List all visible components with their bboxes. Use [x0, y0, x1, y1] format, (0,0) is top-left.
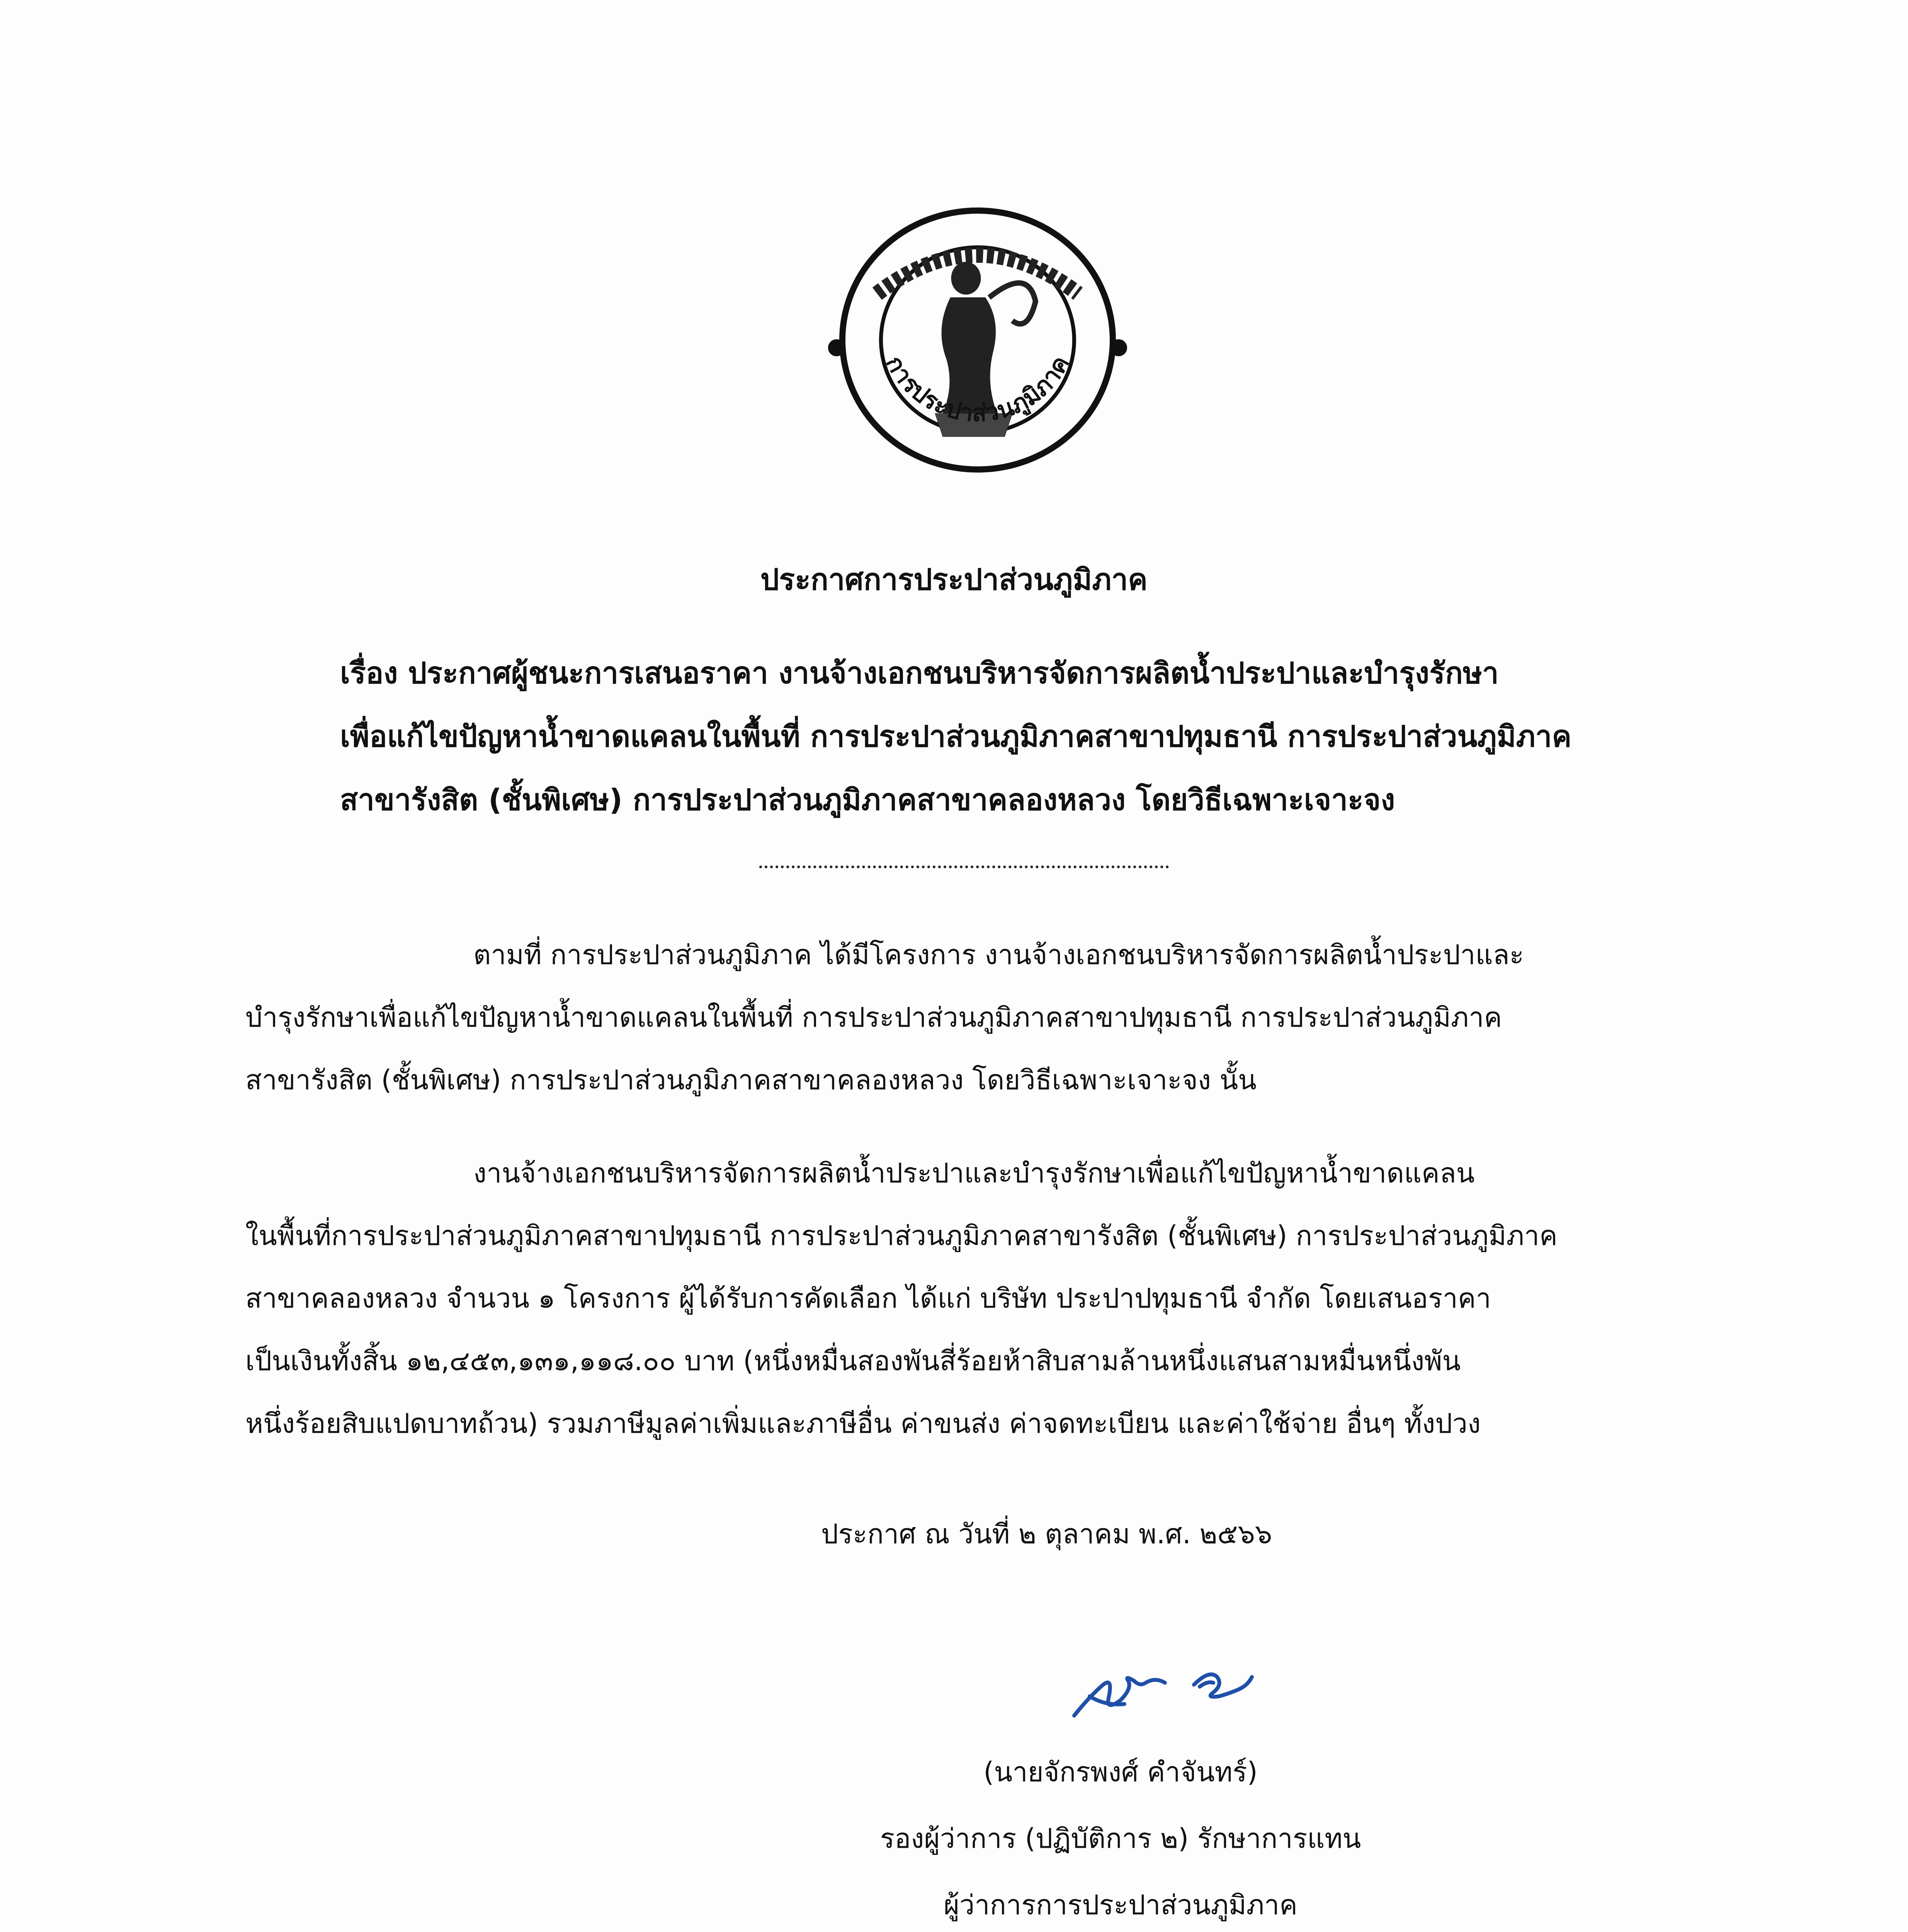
- subject-line: เพื่อแก้ไขปัญหาน้ำขาดแคลนในพื้นที่ การประปาส่วนภูมิภาคสาขาปทุมธานี การประปาส่วนภูมิภาค: [340, 719, 1572, 753]
- paragraph-line: หนึ่งร้อยสิบแปดบาทถ้วน) รวมภาษีมูลค่าเพิ่มและภาษีอื่น ค่าขนส่ง ค่าจดทะเบียน และค่าใช้จ่าย อื่นๆ ทั้งปวง: [245, 1408, 1481, 1439]
- signer-name: (นายจักรพงศ์ คำจันทร์): [983, 1756, 1258, 1788]
- dotted-divider: [759, 866, 1169, 868]
- paragraph-line: งานจ้างเอกชนบริหารจัดการผลิตน้ำประปาและบำรุงรักษาเพื่อแก้ไขปัญหาน้ำขาดแคลน: [473, 1157, 1475, 1189]
- paragraph-line: สาขาคลองหลวง จำนวน ๑ โครงการ ผู้ได้รับการคัดเลือก ได้แก่ บริษัท ประปาปทุมธานี จำกัด โดยเสนอราคา: [245, 1282, 1491, 1314]
- signer-position: รองผู้ว่าการ (ปฏิบัติการ ๒) รักษาการแทน: [880, 1823, 1361, 1854]
- signer-title: ผู้ว่าการการประปาส่วนภูมิภาค: [943, 1889, 1298, 1921]
- body-paragraph-2: [245, 1142, 1698, 1455]
- paragraph-line: ตามที่ การประปาส่วนภูมิภาค ได้มีโครงการ งานจ้างเอกชนบริหารจัดการผลิตน้ำประปาและ: [473, 939, 1524, 971]
- subject-line: สาขารังสิต (ชั้นพิเศษ) การประปาส่วนภูมิภาคสาขาคลองหลวง โดยวิธีเฉพาะเจาะจง: [340, 782, 1395, 817]
- announcement-date: ประกาศ ณ วันที่ ๒ ตุลาคม พ.ศ. ๒๕๖๖: [821, 1518, 1272, 1550]
- paragraph-line: เป็นเงินทั้งสิ้น ๑๒,๔๕๓,๑๓๑,๑๑๘.๐๐ บาท (หนึ่งหมื่นสองพันสี่ร้อยห้าสิบสามล้านหนึ่งแสนสามหมื่นหนึ่งพัน: [245, 1345, 1461, 1377]
- page-title: ประกาศการประปาส่วนภูมิภาค: [760, 562, 1148, 597]
- pwa-emblem-seal-icon: [819, 205, 1136, 475]
- handwritten-signature-icon: [1066, 1638, 1345, 1739]
- signature-block: [792, 1739, 1449, 1932]
- subject-line: เรื่อง ประกาศผู้ชนะการเสนอราคา งานจ้างเอกชนบริหารจัดการผลิตน้ำประปาและบำรุงรักษา: [340, 656, 1499, 690]
- paragraph-line: บำรุงรักษาเพื่อแก้ไขปัญหาน้ำขาดแคลนในพื้นที่ การประปาส่วนภูมิภาคสาขาปทุมธานี การประปาส่วนภูมิภาค: [245, 1002, 1502, 1033]
- subject-block: [340, 641, 1716, 832]
- paragraph-line: สาขารังสิต (ชั้นพิเศษ) การประปาส่วนภูมิภาคสาขาคลองหลวง โดยวิธีเฉพาะเจาะจง นั้น: [245, 1064, 1257, 1096]
- paragraph-line: ในพื้นที่การประปาส่วนภูมิภาคสาขาปทุมธานี การประปาส่วนภูมิภาคสาขารังสิต (ชั้นพิเศษ) การประปาส่วนภูมิภาค: [245, 1220, 1558, 1252]
- body-paragraph-1: [245, 923, 1698, 1111]
- seal-text: การประปาส่วนภูมิภาค: [880, 351, 1075, 427]
